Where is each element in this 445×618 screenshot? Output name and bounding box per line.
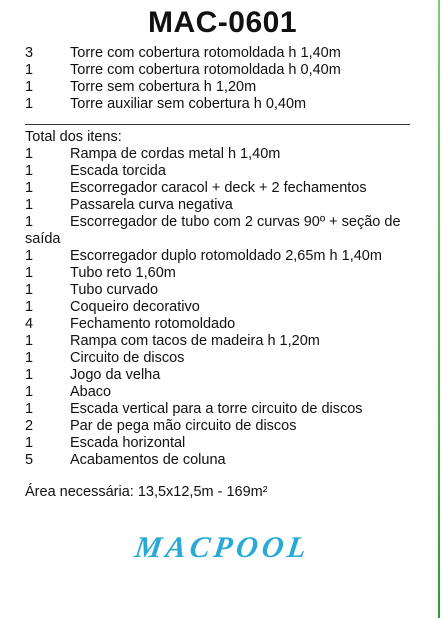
edge-line bbox=[438, 0, 440, 618]
list-item bbox=[25, 401, 420, 418]
list-item bbox=[25, 197, 420, 214]
total-label: Total dos itens: bbox=[25, 129, 122, 145]
item-qty: 3 bbox=[25, 45, 34, 61]
towers-list bbox=[25, 45, 420, 113]
list-item bbox=[25, 282, 420, 299]
list-item bbox=[25, 45, 420, 62]
item-desc: Torre com cobertura rotomoldada h 1,40m bbox=[70, 45, 341, 61]
item-desc: Jogo da velha bbox=[70, 367, 161, 383]
item-qty: 1 bbox=[25, 333, 34, 349]
item-desc: Escorregador de tubo com 2 curvas 90º + seção de bbox=[70, 214, 401, 230]
item-desc: Escada vertical para a torre circuito de discos bbox=[70, 401, 363, 417]
item-qty: 4 bbox=[25, 316, 34, 332]
item-qty: 1 bbox=[25, 62, 34, 78]
item-qty: 1 bbox=[25, 180, 34, 196]
item-qty: 1 bbox=[25, 350, 34, 366]
list-item bbox=[25, 333, 420, 350]
list-item bbox=[25, 62, 420, 79]
page-title: MAC-0601 bbox=[147, 6, 298, 39]
list-item bbox=[25, 299, 420, 316]
item-qty: 1 bbox=[25, 384, 34, 400]
item-desc-continuation: saída bbox=[25, 231, 61, 247]
list-item bbox=[25, 350, 420, 367]
item-desc: Escorregador duplo rotomoldado 2,65m h 1,40m bbox=[70, 248, 382, 264]
item-desc: Coqueiro decorativo bbox=[70, 299, 200, 315]
item-desc: Fechamento rotomoldado bbox=[70, 316, 236, 332]
item-desc: Passarela curva negativa bbox=[70, 197, 233, 213]
item-desc: Escorregador caracol + deck + 2 fechamentos bbox=[70, 180, 367, 196]
item-qty: 1 bbox=[25, 282, 34, 298]
item-qty: 2 bbox=[25, 418, 34, 434]
list-item bbox=[25, 367, 420, 384]
items-list bbox=[25, 129, 420, 469]
item-desc: Rampa com tacos de madeira h 1,20m bbox=[70, 333, 320, 349]
list-item bbox=[25, 180, 420, 197]
list-item bbox=[25, 248, 420, 265]
item-qty: 1 bbox=[25, 163, 34, 179]
item-desc: Tubo curvado bbox=[70, 282, 159, 298]
item-qty: 1 bbox=[25, 435, 34, 451]
list-item bbox=[25, 79, 420, 96]
list-item bbox=[25, 384, 420, 401]
required-area: Área necessária: 13,5x12,5m - 169m² bbox=[25, 484, 268, 500]
item-desc: Torre sem cobertura h 1,20m bbox=[70, 79, 257, 95]
item-qty: 1 bbox=[25, 197, 34, 213]
list-item-continuation bbox=[25, 231, 420, 248]
item-desc: Tubo reto 1,60m bbox=[70, 265, 176, 281]
item-qty: 1 bbox=[25, 248, 34, 264]
item-qty: 1 bbox=[25, 214, 34, 230]
list-item bbox=[25, 435, 420, 452]
item-desc: Acabamentos de coluna bbox=[70, 452, 226, 468]
list-item bbox=[25, 265, 420, 282]
total-label-row bbox=[25, 129, 420, 146]
item-qty: 1 bbox=[25, 96, 34, 112]
list-item bbox=[25, 214, 420, 231]
item-desc: Escada torcida bbox=[70, 163, 166, 179]
item-qty: 1 bbox=[25, 79, 34, 95]
item-desc: Rampa de cordas metal h 1,40m bbox=[70, 146, 281, 162]
item-desc: Torre com cobertura rotomoldada h 0,40m bbox=[70, 62, 341, 78]
list-item bbox=[25, 452, 420, 469]
list-item bbox=[25, 418, 420, 435]
item-desc: Abaco bbox=[70, 384, 112, 400]
item-qty: 1 bbox=[25, 367, 34, 383]
item-qty: 1 bbox=[25, 265, 34, 281]
list-item bbox=[25, 163, 420, 180]
item-qty: 1 bbox=[25, 299, 34, 315]
item-qty: 1 bbox=[25, 146, 34, 162]
item-qty: 5 bbox=[25, 452, 34, 468]
item-desc: Escada horizontal bbox=[70, 435, 186, 451]
item-qty: 1 bbox=[25, 401, 34, 417]
list-item bbox=[25, 146, 420, 163]
list-item bbox=[25, 96, 420, 113]
macpool-logo: MACPOOL bbox=[132, 531, 313, 564]
item-desc: Circuito de discos bbox=[70, 350, 185, 366]
item-desc: Torre auxiliar sem cobertura h 0,40m bbox=[70, 96, 307, 112]
list-item bbox=[25, 316, 420, 333]
divider bbox=[25, 124, 410, 125]
item-desc: Par de pega mão circuito de discos bbox=[70, 418, 297, 434]
